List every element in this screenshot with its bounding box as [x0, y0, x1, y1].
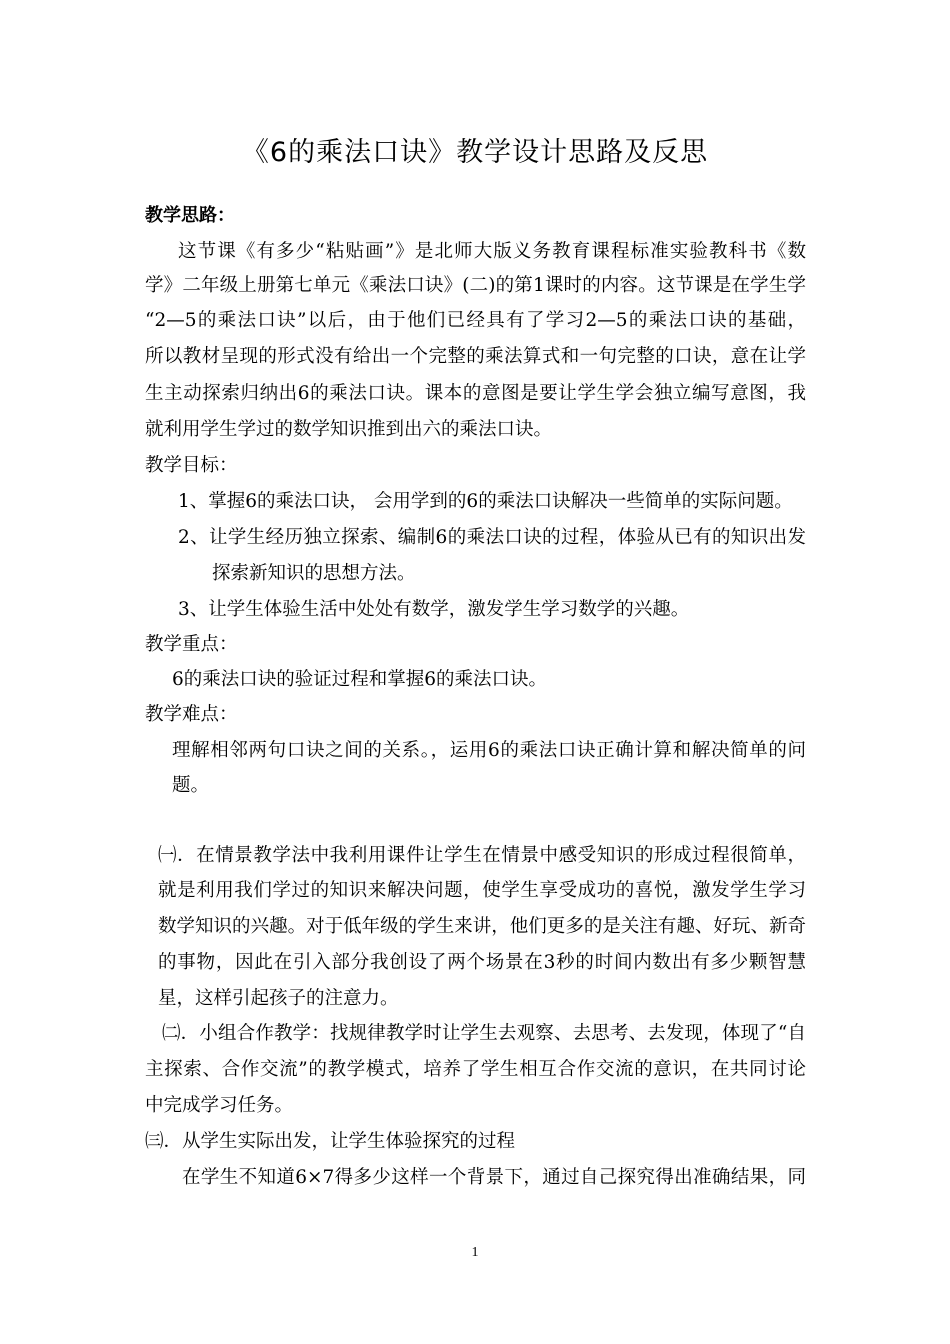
reflection-3-heading: ㈢．从学生实际出发，让学生体验探究的过程: [145, 1131, 516, 1152]
paragraph-line: 生主动探索归纳出6的乘法口诀。课本的意图是要让学生学会独立编写意图，我: [145, 383, 806, 404]
document-title: 《6的乘法口诀》教学设计思路及反思: [241, 137, 709, 168]
reflection-2-line: ㈡．小组合作教学：找规律教学时让学生去观察、去思考、去发现，体现了“自: [162, 1023, 806, 1044]
paragraph-line: “2—5的乘法口诀”以后，由于他们已经具有了学习2—5的乘法口诀的基础，: [145, 310, 806, 331]
paragraph-line: 这节课《有多少“粘贴画”》是北师大版义务教育课程标准实验教科书《数: [178, 241, 806, 262]
page-number: 1: [471, 1245, 479, 1260]
key-points-text: 6的乘法口诀的验证过程和掌握6的乘法口诀。: [172, 669, 548, 690]
reflection-2-line: 主探索、合作交流”的教学模式，培养了学生相互合作交流的意识，在共同讨论: [145, 1059, 806, 1080]
heading-key-points: 教学重点：: [145, 634, 238, 655]
reflection-3-line: 在学生不知道6×7得多少这样一个背景下，通过自己探究得出准确结果，同: [182, 1167, 806, 1188]
difficulties-text: 理解相邻两句口诀之间的关系。，运用6的乘法口诀正确计算和解决简单的问: [172, 740, 806, 761]
reflection-1-line: 的事物，因此在引入部分我创设了两个场景在3秒的时间内数出有多少颗智慧: [158, 952, 806, 973]
reflection-1-line: ㈠．在情景教学法中我利用课件让学生在情景中感受知识的形成过程很简单，: [158, 845, 806, 866]
goal-item-2: 2、让学生经历独立探索、编制6的乘法口诀的过程，体验从已有的知识出发: [178, 527, 806, 548]
goal-item-3: 3、让学生体验生活中处处有数学，激发学生学习数学的兴趣。: [178, 599, 690, 620]
heading-teaching-goals: 教学目标：: [145, 455, 238, 476]
heading-teaching-approach: 教学思路：: [145, 205, 235, 226]
reflection-1-line: 星，这样引起孩子的注意力。: [158, 988, 399, 1009]
reflection-1-line: 数学知识的兴趣。对于低年级的学生来讲，他们更多的是关注有趣、好玩、新奇: [158, 916, 806, 937]
heading-difficulties: 教学难点：: [145, 704, 238, 725]
goal-item-1: 1、掌握6的乘法口诀， 会用学到的6的乘法口诀解决一些简单的实际问题。: [178, 491, 793, 512]
reflection-1-line: 就是利用我们学过的知识来解决问题，使学生享受成功的喜悦，激发学生学习: [158, 880, 806, 901]
difficulties-text-cont: 题。: [172, 775, 210, 796]
paragraph-line: 所以教材呈现的形式没有给出一个完整的乘法算式和一句完整的口诀，意在让学: [145, 346, 806, 367]
goal-item-2-cont: 探索新知识的思想方法。: [212, 563, 416, 584]
paragraph-line: 就利用学生学过的数学知识推到出六的乘法口诀。: [145, 419, 553, 440]
reflection-2-line: 中完成学习任务。: [145, 1095, 294, 1116]
paragraph-line: 学》二年级上册第七单元《乘法口诀》(二)的第1课时的内容。这节课是在学生学: [145, 275, 806, 296]
